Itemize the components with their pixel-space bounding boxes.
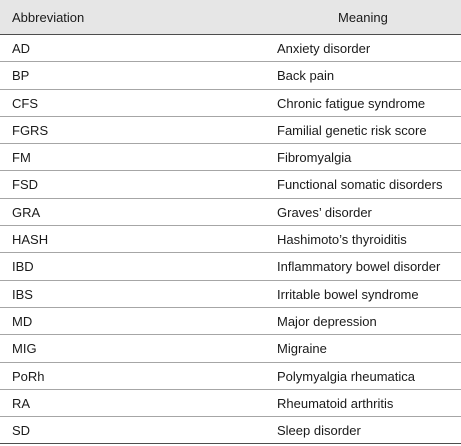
abbreviation-cell: SD [12,423,31,439]
meaning-cell: Graves’ disorder [277,204,372,220]
abbreviation-column-header: Abbreviation [12,10,85,25]
abbreviation-cell: IBS [12,286,33,302]
table-row [0,171,461,198]
meaning-cell: Rheumatoid arthritis [277,395,394,411]
abbreviation-cell: HASH [12,232,49,248]
table-row [0,62,461,89]
table-row [0,253,461,280]
table-row [0,417,461,444]
abbreviation-cell: FM [12,150,31,166]
meaning-cell: Fibromyalgia [277,150,352,166]
meaning-cell: Chronic fatigue syndrome [277,95,426,111]
meaning-cell: Polymyalgia rheumatica [277,368,416,384]
abbreviation-cell: FGRS [12,122,49,138]
table-row [0,281,461,308]
abbreviation-cell: FSD [12,177,38,193]
table-row [0,363,461,390]
meaning-cell: Familial genetic risk score [277,122,427,138]
table-row [0,35,461,62]
table-row [0,117,461,144]
meaning-cell: Sleep disorder [277,423,361,439]
meaning-cell: Major depression [277,313,377,329]
meaning-column-header: Meaning [338,10,388,25]
abbreviation-cell: BP [12,68,30,84]
abbreviation-cell: GRA [12,204,41,220]
table-row [0,144,461,171]
meaning-cell: Hashimoto’s thyroiditis [277,232,407,248]
abbreviation-cell: AD [12,41,31,56]
meaning-cell: Functional somatic disorders [277,177,443,193]
meaning-cell: Inflammatory bowel disorder [277,259,441,275]
meaning-cell: Back pain [277,68,335,84]
meaning-cell: Anxiety disorder [277,41,371,56]
table-row [0,90,461,117]
table-row [0,335,461,362]
abbreviation-cell: IBD [12,259,34,275]
table-row [0,390,461,417]
table-row [0,226,461,253]
abbreviation-cell: RA [12,395,31,411]
table-body [0,35,461,444]
abbreviation-cell: CFS [12,95,38,111]
abbreviation-cell: MD [12,313,33,329]
table-row [0,199,461,226]
table-header-row [0,0,461,35]
abbreviation-cell: PoRh [12,368,45,384]
meaning-cell: Migraine [277,341,327,357]
meaning-cell: Irritable bowel syndrome [277,286,419,302]
table-row [0,308,461,335]
abbreviation-cell: MIG [12,341,37,357]
